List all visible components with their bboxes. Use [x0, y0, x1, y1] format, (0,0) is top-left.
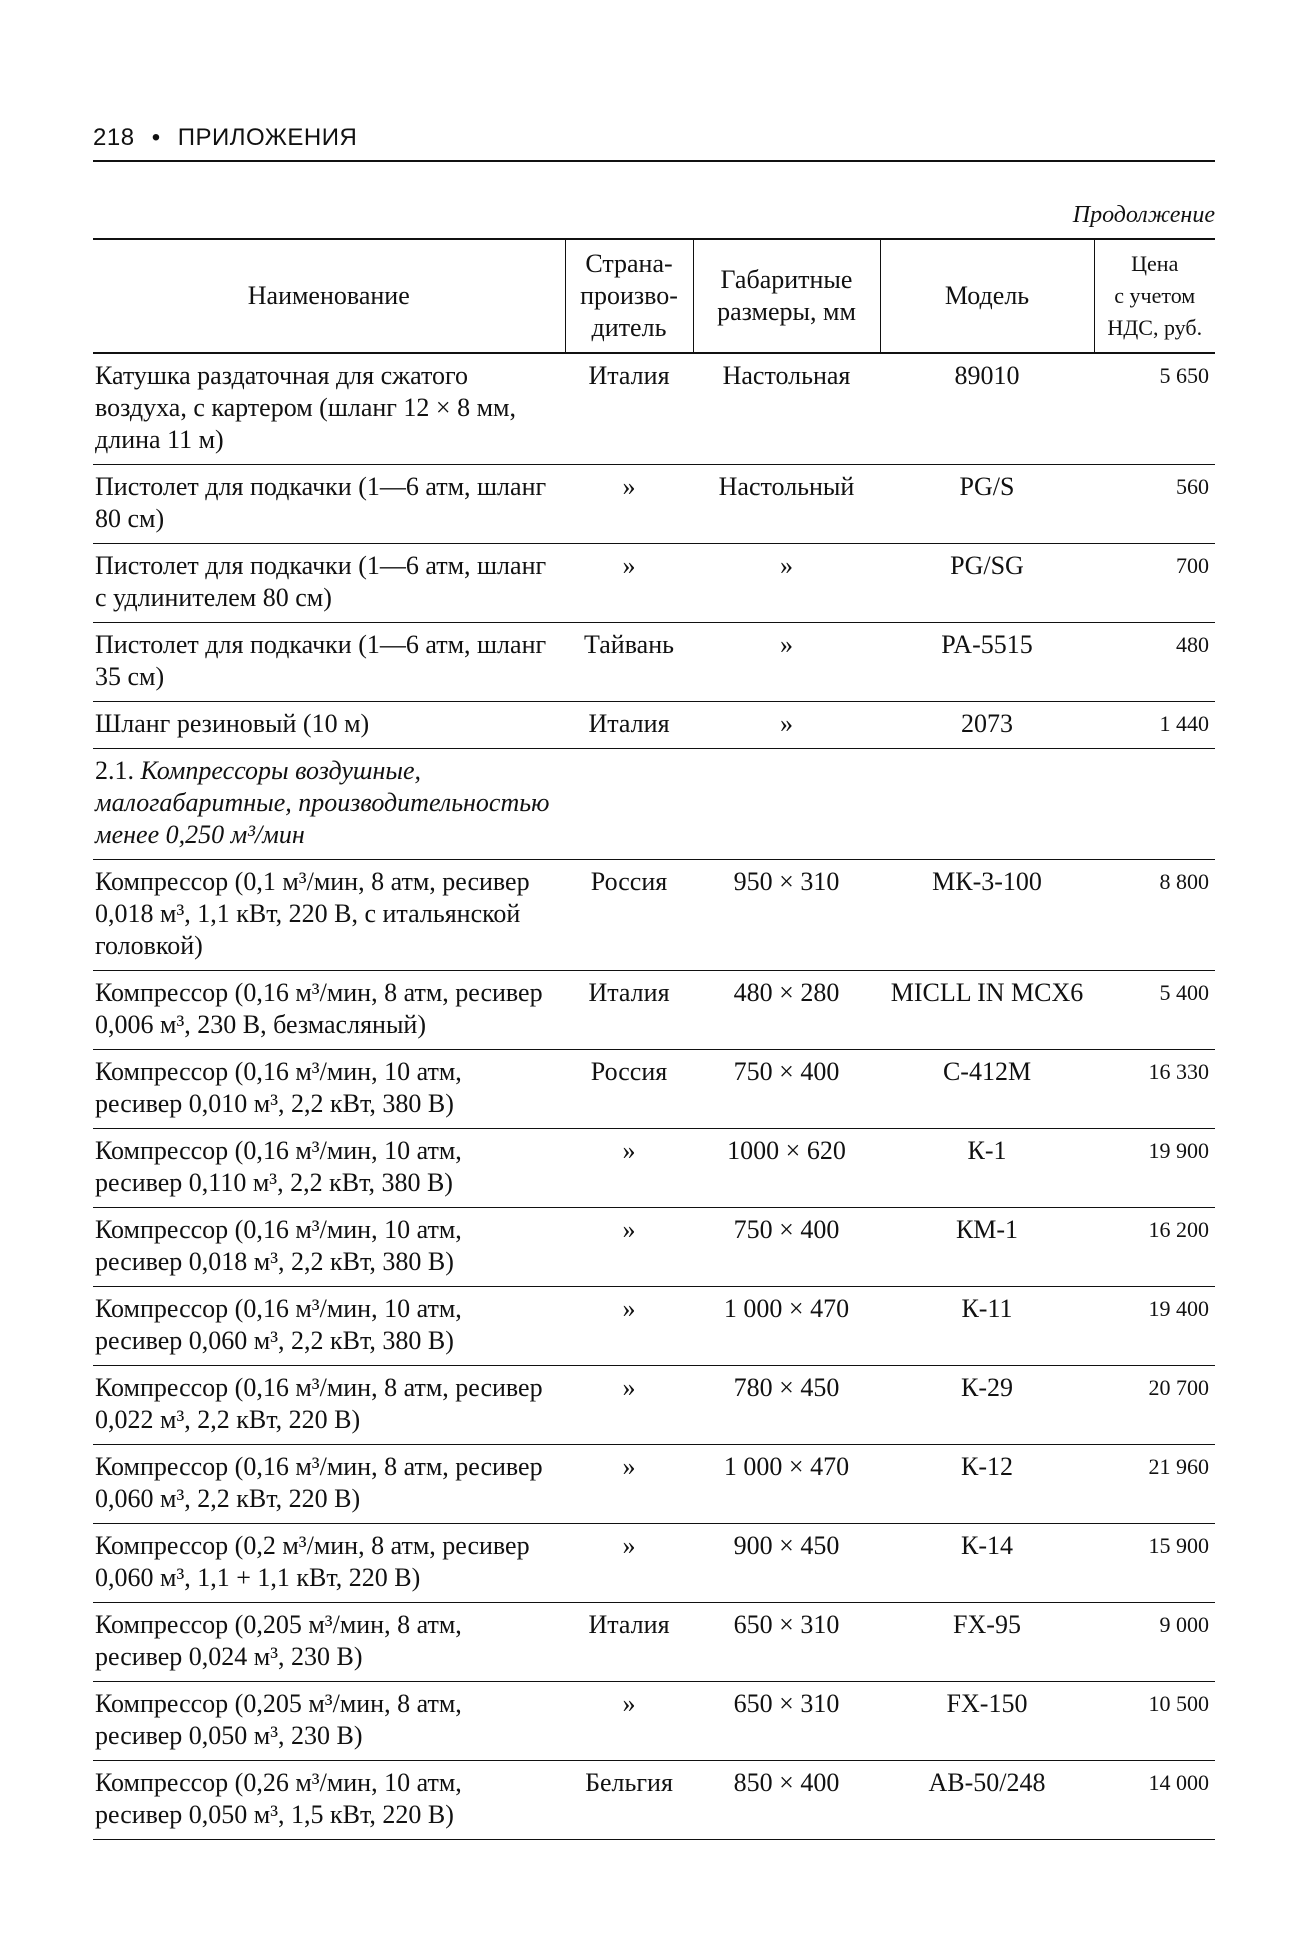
row-country: »	[565, 1524, 693, 1603]
section-heading	[93, 749, 565, 860]
row-dimensions: »	[693, 702, 880, 749]
table-row	[93, 1050, 1215, 1129]
row-country: Италия	[565, 702, 693, 749]
row-model: MICLL IN MCX6	[880, 971, 1094, 1050]
row-price: 560	[1094, 465, 1215, 544]
table-body-compressors	[93, 860, 1215, 1840]
row-name: Компрессор (0,1 м³/мин, 8 атм, ресивер 0,018 м³, 1,1 кВт, 220 В, с итальянской головкой)	[93, 860, 565, 971]
row-dimensions: 900 × 450	[693, 1524, 880, 1603]
row-country: »	[565, 465, 693, 544]
table-row	[93, 1524, 1215, 1603]
row-name: Компрессор (0,2 м³/мин, 8 атм, ресивер 0,060 м³, 1,1 + 1,1 кВт, 220 В)	[93, 1524, 565, 1603]
row-country: »	[565, 1682, 693, 1761]
table-row	[93, 465, 1215, 544]
table-row	[93, 1208, 1215, 1287]
row-name: Компрессор (0,16 м³/мин, 10 атм, ресивер 0,060 м³, 2,2 кВт, 380 В)	[93, 1287, 565, 1366]
row-model: С-412М	[880, 1050, 1094, 1129]
row-price: 1 440	[1094, 702, 1215, 749]
table-row	[93, 971, 1215, 1050]
row-price: 15 900	[1094, 1524, 1215, 1603]
table-row	[93, 1129, 1215, 1208]
row-model: К-14	[880, 1524, 1094, 1603]
row-model: PG/SG	[880, 544, 1094, 623]
row-country: »	[565, 1366, 693, 1445]
row-model: К-1	[880, 1129, 1094, 1208]
row-dimensions: 780 × 450	[693, 1366, 880, 1445]
row-model: PG/S	[880, 465, 1094, 544]
table-row	[93, 1366, 1215, 1445]
row-country: Россия	[565, 860, 693, 971]
row-name: Компрессор (0,16 м³/мин, 10 атм, ресивер 0,110 м³, 2,2 кВт, 380 В)	[93, 1129, 565, 1208]
row-price: 9 000	[1094, 1603, 1215, 1682]
row-price: 21 960	[1094, 1445, 1215, 1524]
row-name: Компрессор (0,16 м³/мин, 8 атм, ресивер 0,006 м³, 230 В, безмасляный)	[93, 971, 565, 1050]
row-name: Компрессор (0,16 м³/мин, 8 атм, ресивер 0,060 м³, 2,2 кВт, 220 В)	[93, 1445, 565, 1524]
row-name: Компрессор (0,16 м³/мин, 10 атм, ресивер 0,010 м³, 2,2 кВт, 380 В)	[93, 1050, 565, 1129]
row-country: Италия	[565, 971, 693, 1050]
row-dimensions: 750 × 400	[693, 1050, 880, 1129]
header-rule	[93, 160, 1215, 162]
section-title: ПРИЛОЖЕНИЯ	[177, 124, 358, 151]
row-country: »	[565, 544, 693, 623]
row-model: К-12	[880, 1445, 1094, 1524]
table-row	[93, 544, 1215, 623]
row-country: Россия	[565, 1050, 693, 1129]
column-header-country: Страна- произво- дитель	[565, 239, 693, 353]
row-model: FX-95	[880, 1603, 1094, 1682]
row-name: Пистолет для подкачки (1—6 атм, шланг 80 см)	[93, 465, 565, 544]
table-row	[93, 1445, 1215, 1524]
row-price: 700	[1094, 544, 1215, 623]
row-name: Шланг резиновый (10 м)	[93, 702, 565, 749]
row-dimensions: 750 × 400	[693, 1208, 880, 1287]
row-name: Катушка раздаточная для сжатого воздуха, с картером (шланг 12 × 8 мм, длина 11 м)	[93, 353, 565, 465]
header-bullet: •	[151, 124, 161, 151]
row-dimensions: 480 × 280	[693, 971, 880, 1050]
row-country: Италия	[565, 353, 693, 465]
column-header-name: Наименование	[93, 239, 565, 353]
table-row	[93, 1603, 1215, 1682]
row-price: 8 800	[1094, 860, 1215, 971]
row-dimensions: 1 000 × 470	[693, 1445, 880, 1524]
row-dimensions: 850 × 400	[693, 1761, 880, 1840]
table-row	[93, 623, 1215, 702]
row-dimensions: Настольная	[693, 353, 880, 465]
row-price: 16 330	[1094, 1050, 1215, 1129]
row-country: »	[565, 1208, 693, 1287]
table-row	[93, 860, 1215, 971]
section-number: 2.1.	[95, 756, 134, 785]
row-price: 16 200	[1094, 1208, 1215, 1287]
table-row	[93, 702, 1215, 749]
row-model: АВ-50/248	[880, 1761, 1094, 1840]
row-model: МК-3-100	[880, 860, 1094, 971]
row-model: FX-150	[880, 1682, 1094, 1761]
row-price: 20 700	[1094, 1366, 1215, 1445]
column-header-dims: Габаритные размеры, мм	[693, 239, 880, 353]
row-name: Компрессор (0,205 м³/мин, 8 атм, ресивер 0,050 м³, 230 В)	[93, 1682, 565, 1761]
row-country: Тайвань	[565, 623, 693, 702]
column-header-model: Модель	[880, 239, 1094, 353]
row-name: Компрессор (0,26 м³/мин, 10 атм, ресивер 0,050 м³, 1,5 кВт, 220 В)	[93, 1761, 565, 1840]
row-dimensions: 650 × 310	[693, 1682, 880, 1761]
row-price: 480	[1094, 623, 1215, 702]
row-name: Пистолет для подкачки (1—6 атм, шланг с удлинителем 80 см)	[93, 544, 565, 623]
row-dimensions: Настольный	[693, 465, 880, 544]
row-dimensions: 1 000 × 470	[693, 1287, 880, 1366]
row-dimensions: 950 × 310	[693, 860, 880, 971]
row-model: К-29	[880, 1366, 1094, 1445]
row-dimensions: 650 × 310	[693, 1603, 880, 1682]
row-model: 2073	[880, 702, 1094, 749]
continuation-label: Продолжение	[1072, 202, 1215, 228]
row-name: Компрессор (0,16 м³/мин, 8 атм, ресивер 0,022 м³, 2,2 кВт, 220 В)	[93, 1366, 565, 1445]
row-name: Компрессор (0,16 м³/мин, 10 атм, ресивер 0,018 м³, 2,2 кВт, 380 В)	[93, 1208, 565, 1287]
table-row	[93, 1761, 1215, 1840]
row-dimensions: »	[693, 623, 880, 702]
row-name: Пистолет для подкачки (1—6 атм, шланг 35 см)	[93, 623, 565, 702]
row-model: PA-5515	[880, 623, 1094, 702]
section-heading-text: Компрессоры воздушные, малогабаритные, производительностью менее 0,250 м³/мин	[95, 756, 550, 849]
row-name: Компрессор (0,205 м³/мин, 8 атм, ресивер 0,024 м³, 230 В)	[93, 1603, 565, 1682]
row-price: 10 500	[1094, 1682, 1215, 1761]
row-country: »	[565, 1287, 693, 1366]
price-table	[93, 238, 1215, 1840]
table-header-row	[93, 239, 1215, 353]
row-country: Италия	[565, 1603, 693, 1682]
table-body-accessories	[93, 353, 1215, 749]
section-row	[93, 749, 1215, 860]
row-price: 14 000	[1094, 1761, 1215, 1840]
row-dimensions: »	[693, 544, 880, 623]
row-price: 19 900	[1094, 1129, 1215, 1208]
row-model: КМ-1	[880, 1208, 1094, 1287]
running-head	[93, 124, 357, 152]
row-country: Бельгия	[565, 1761, 693, 1840]
row-country: »	[565, 1445, 693, 1524]
row-price: 5 400	[1094, 971, 1215, 1050]
column-header-price: Цена с учетом НДС, руб.	[1094, 239, 1215, 353]
row-price: 5 650	[1094, 353, 1215, 465]
table-section	[93, 749, 1215, 860]
table-row	[93, 353, 1215, 465]
table-row	[93, 1287, 1215, 1366]
row-model: 89010	[880, 353, 1094, 465]
row-model: К-11	[880, 1287, 1094, 1366]
row-price: 19 400	[1094, 1287, 1215, 1366]
page-number: 218	[93, 124, 135, 151]
row-dimensions: 1000 × 620	[693, 1129, 880, 1208]
table-row	[93, 1682, 1215, 1761]
row-country: »	[565, 1129, 693, 1208]
